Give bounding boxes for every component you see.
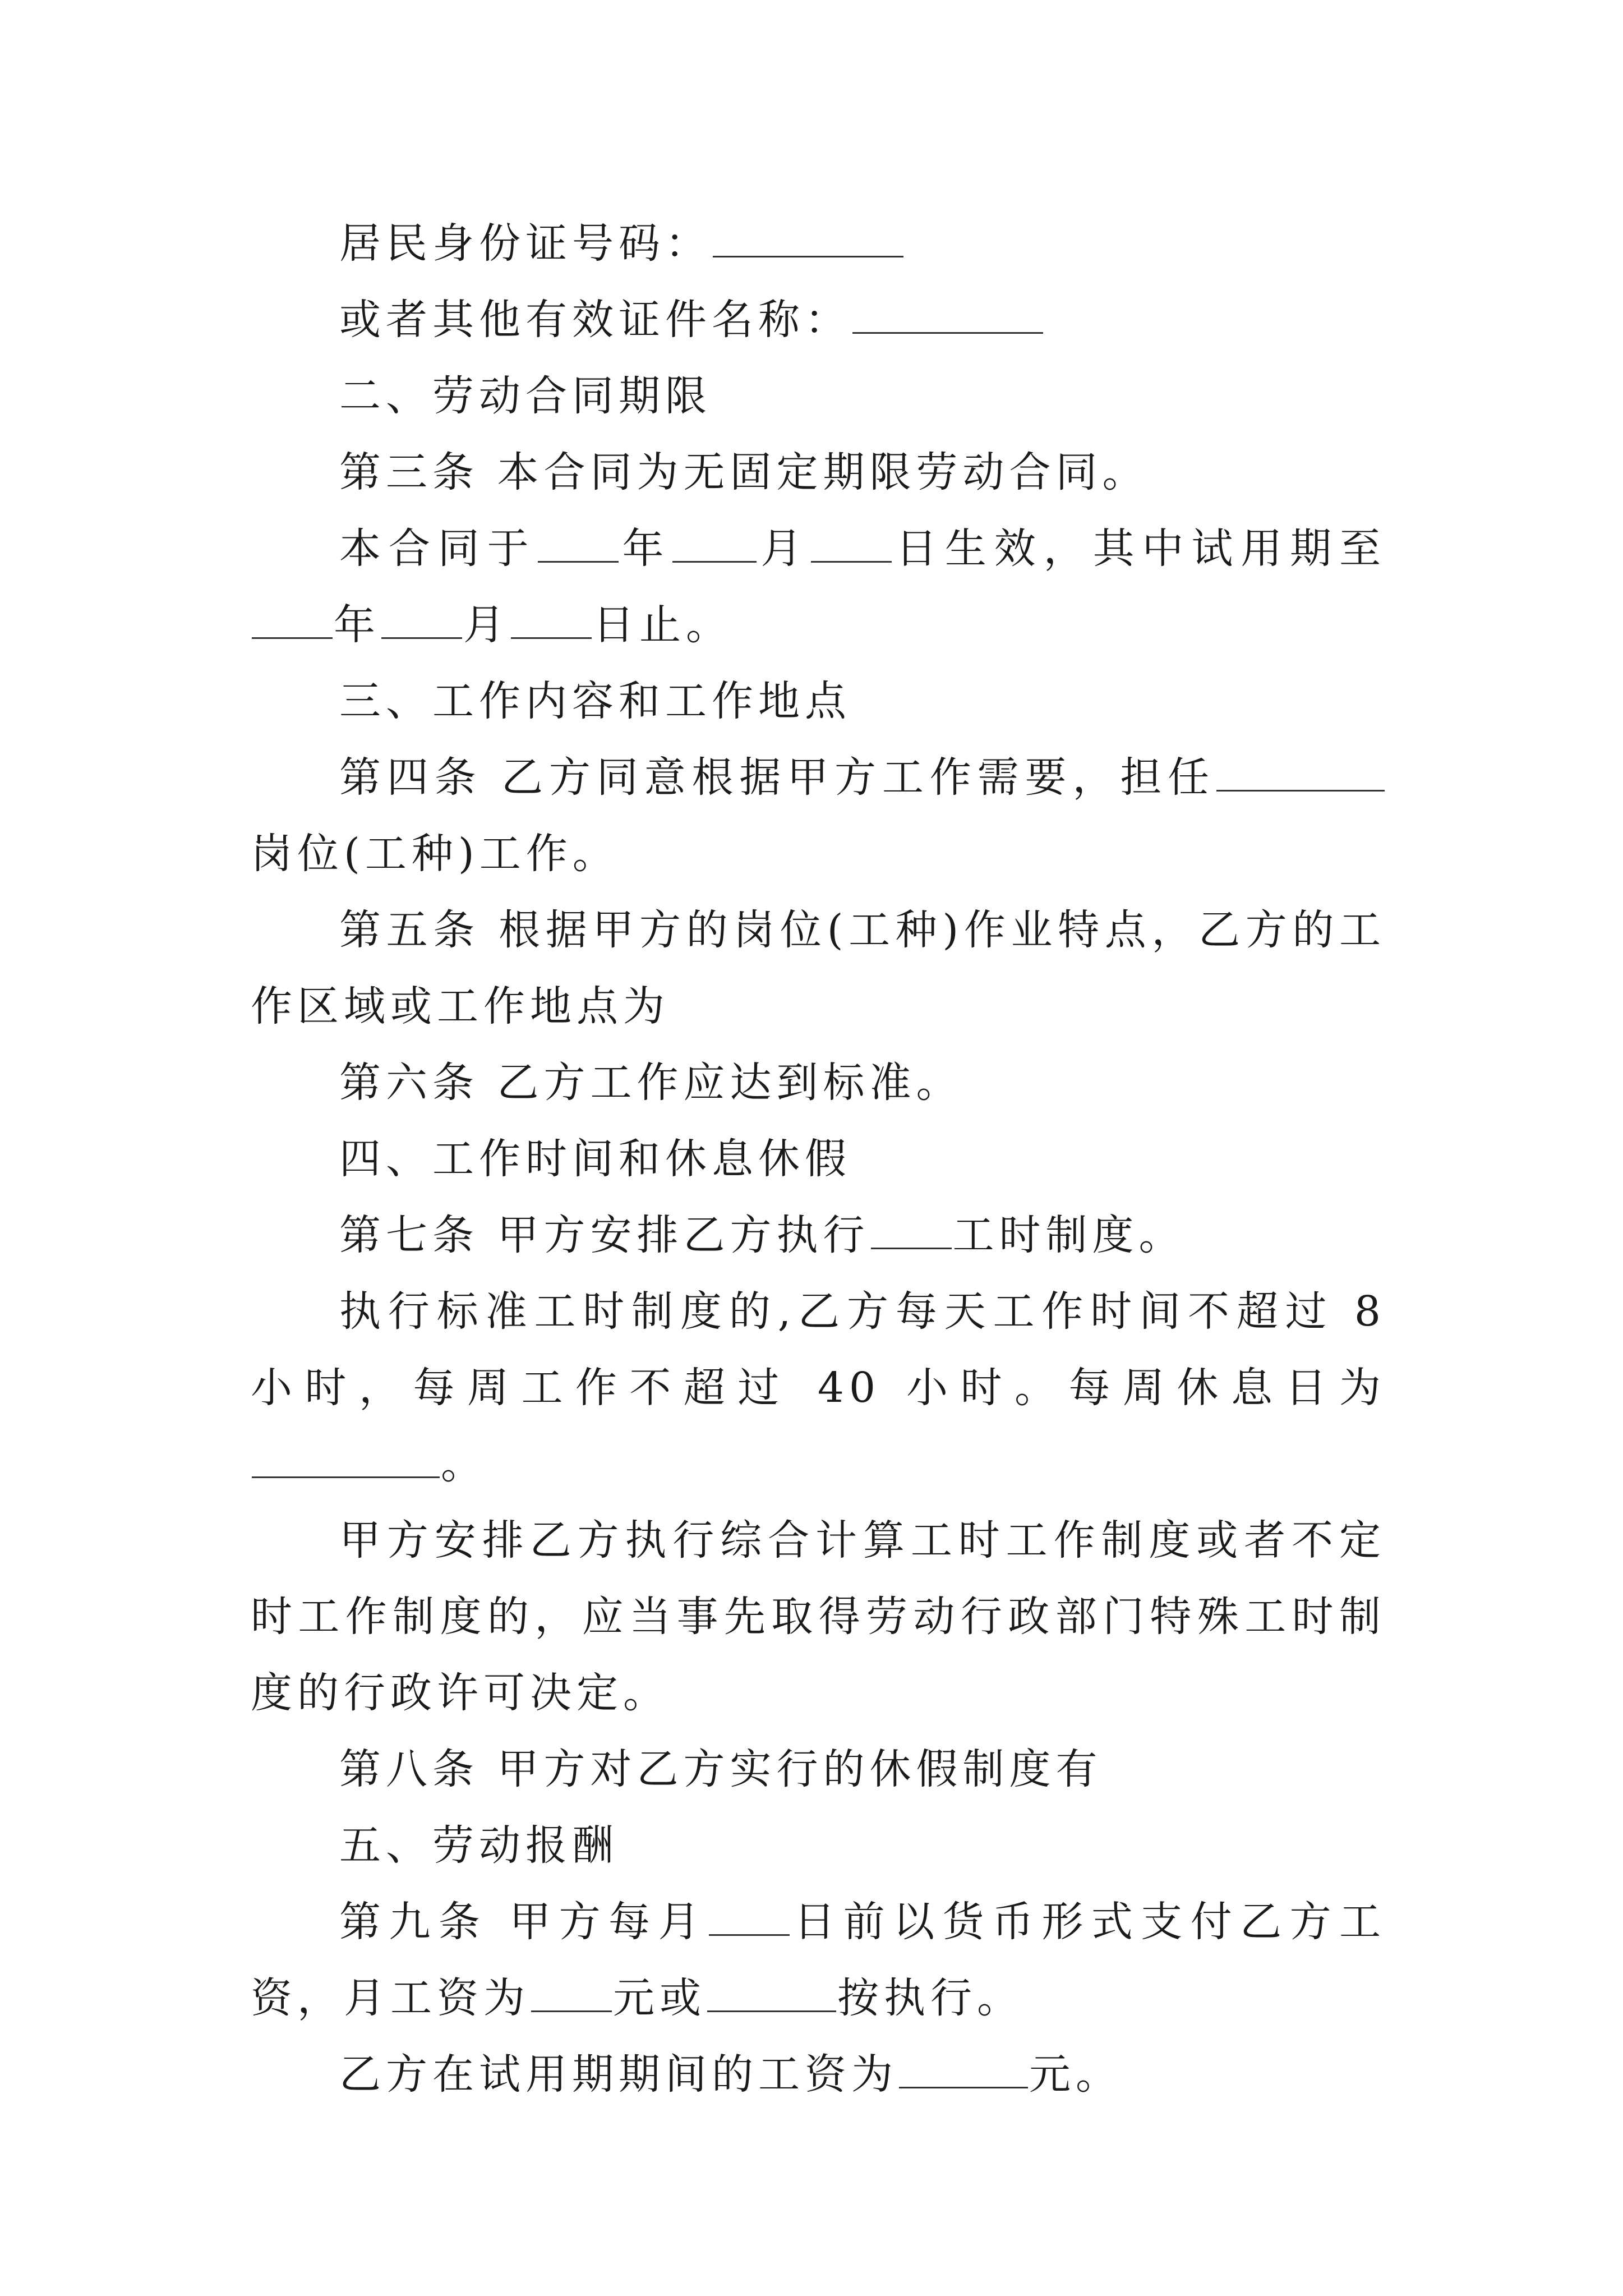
year-label: 年 [334,601,380,649]
section-heading-text: 四、工作时间和休息休假 [339,1135,851,1183]
section-heading-work [251,663,1386,739]
rest-day-blank[interactable] [252,1433,440,1478]
article-3 [251,434,1386,510]
article-4-text: 第四条 乙方同意根据甲方工作需要，担任 [339,753,1215,802]
article-5 [251,892,1386,1045]
article-7-end: 工时制度。 [952,1211,1186,1259]
id-number-line [251,205,1386,282]
start-year-blank[interactable] [538,517,619,563]
article-8 [251,1731,1386,1807]
probation-wage-end: 元。 [1029,2050,1122,2099]
position-blank[interactable] [1216,746,1385,792]
other-id-line [251,282,1386,358]
hours-system-blank[interactable] [871,1204,952,1249]
article-7 [251,1197,1386,1273]
article-4-end: 岗位(工种)工作。 [251,830,619,878]
effective-date-text: 本合同于 [339,524,537,573]
section-heading-hours [251,1121,1386,1197]
probation-month-blank[interactable] [381,593,462,639]
section-heading-term [251,358,1386,434]
id-number-label: 居民身份证号码： [339,219,712,268]
article-4 [251,739,1386,892]
effective-date-paragraph [251,510,1386,663]
article-6-text: 第六条 乙方工作应达到标准。 [339,1059,963,1107]
pay-day-blank[interactable] [709,1890,790,1936]
monthly-wage-blank[interactable] [531,1967,612,2012]
article-9-text: 第九条 甲方每月 [339,1898,708,1946]
month-label: 月 [758,524,810,573]
month-label: 月 [463,601,510,649]
other-id-blank[interactable] [852,288,1043,334]
probation-year-blank[interactable] [252,593,333,639]
article-8-text: 第八条 甲方对乙方实行的休假制度有 [339,1745,1103,1793]
article-9-yuan: 元或 [613,1974,706,2022]
start-month-blank[interactable] [672,517,757,563]
article-5-text: 第五条 根据甲方的岗位(工种)作业特点，乙方的工作区域或工作地点为 [251,906,1386,1030]
section-heading-pay [251,1807,1386,1884]
probation-wage-paragraph [251,2036,1386,2113]
id-number-blank[interactable] [713,212,903,257]
probation-day-blank[interactable] [511,593,592,639]
article-9-mid: 日前以货币形式支付乙方工资，月工资为 [251,1898,1386,2022]
year-label: 年 [619,524,672,573]
standard-hours-text: 执行标准工时制度的,乙方每天工作时间不超过 8 小时，每周工作不超过 40 小时。每周休息日为 [251,1287,1386,1412]
contract-body [251,205,1386,2113]
article-3-text: 第三条 本合同为无固定期限劳动合同。 [339,448,1149,496]
article-9-end: 按执行。 [837,1974,1023,2022]
wage-standard-blank[interactable] [707,1967,836,2012]
probation-wage-blank[interactable] [899,2043,1028,2088]
start-day-blank[interactable] [811,517,892,563]
section-heading-text: 五、劳动报酬 [339,1821,619,1870]
article-7-text: 第七条 甲方安排乙方执行 [339,1211,870,1259]
probation-wage-text: 乙方在试用期期间的工资为 [339,2050,898,2099]
standard-hours-paragraph [251,1273,1386,1502]
standard-hours-end: 。 [441,1440,487,1488]
day-end-label: 日止。 [593,601,732,649]
other-id-label: 或者其他有效证件名称： [339,296,851,344]
article-6 [251,1045,1386,1121]
article-9 [251,1884,1386,2036]
flexible-hours-text: 甲方安排乙方执行综合计算工时工作制度或者不定时工作制度的，应当事先取得劳动行政部门特殊工时制度的行政许可决定。 [251,1516,1386,1717]
flexible-hours-paragraph [251,1502,1386,1731]
section-heading-text: 三、工作内容和工作地点 [339,677,851,725]
section-heading-text: 二、劳动合同期限 [339,372,712,420]
probation-text: 日生效，其中试用期至 [893,524,1386,573]
